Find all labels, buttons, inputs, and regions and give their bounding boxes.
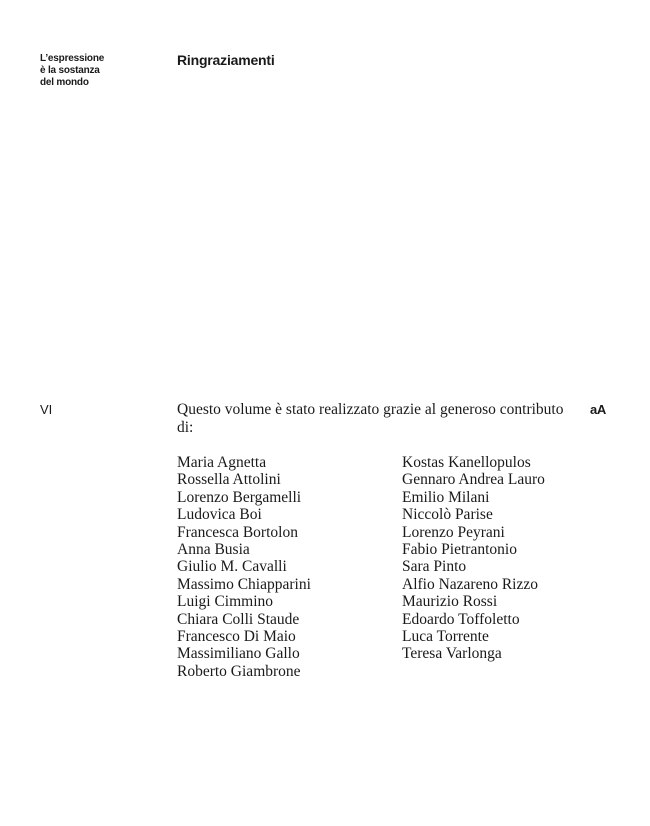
contributor-name: Luca Torrente: [402, 628, 489, 646]
contributor-name: Kostas Kanellopulos: [402, 454, 531, 471]
contributor-name: Anna Busia: [177, 541, 250, 559]
contributor-name: Maurizio Rossi: [402, 593, 498, 611]
contributor-name: Francesco Di Maio: [177, 628, 296, 646]
contributor-name: Luigi Cimmino: [177, 593, 274, 611]
contributor-name: Teresa Varlonga: [402, 645, 502, 663]
contributors-list-right: [402, 454, 545, 663]
intro-paragraph: Questo volume è stato realizzato grazie al generoso contributo di:: [177, 401, 564, 436]
running-head: [40, 53, 150, 89]
contributor-name: Chiara Colli Staude: [177, 610, 300, 628]
contributor-name: Fabio Pietrantonio: [402, 541, 517, 559]
contributor-name: Niccolò Parise: [402, 506, 493, 524]
running-head-line: del mondo: [40, 77, 89, 88]
contributor-name: Giulio M. Cavalli: [177, 558, 287, 576]
contributor-name: Massimo Chiapparini: [177, 575, 311, 593]
contributor-name: Maria Agnetta: [177, 454, 267, 471]
contributor-name: Alfio Nazareno Rizzo: [402, 575, 538, 593]
running-head-line: è la sostanza: [40, 65, 100, 76]
publisher-logo: aA: [590, 402, 607, 417]
page-number: VI: [40, 402, 53, 417]
contributors-list-left: [177, 454, 311, 680]
contributor-name: Ludovica Boi: [177, 506, 262, 524]
contributor-name: Lorenzo Bergamelli: [177, 488, 302, 506]
contributor-name: Sara Pinto: [402, 558, 467, 576]
contributor-name: Emilio Milani: [402, 488, 490, 506]
contributor-name: Gennaro Andrea Lauro: [402, 471, 545, 489]
contributor-name: Francesca Bortolon: [177, 523, 298, 541]
running-head-line: L’espressione: [40, 53, 105, 64]
contributor-name: Edoardo Toffoletto: [402, 610, 520, 628]
contributor-name: Roberto Giambrone: [177, 662, 301, 680]
contributor-name: Rossella Attolini: [177, 471, 281, 489]
contributor-name: Massimiliano Gallo: [177, 645, 300, 663]
section-title: Ringraziamenti: [177, 52, 275, 68]
contributor-name: Lorenzo Peyrani: [402, 523, 505, 541]
